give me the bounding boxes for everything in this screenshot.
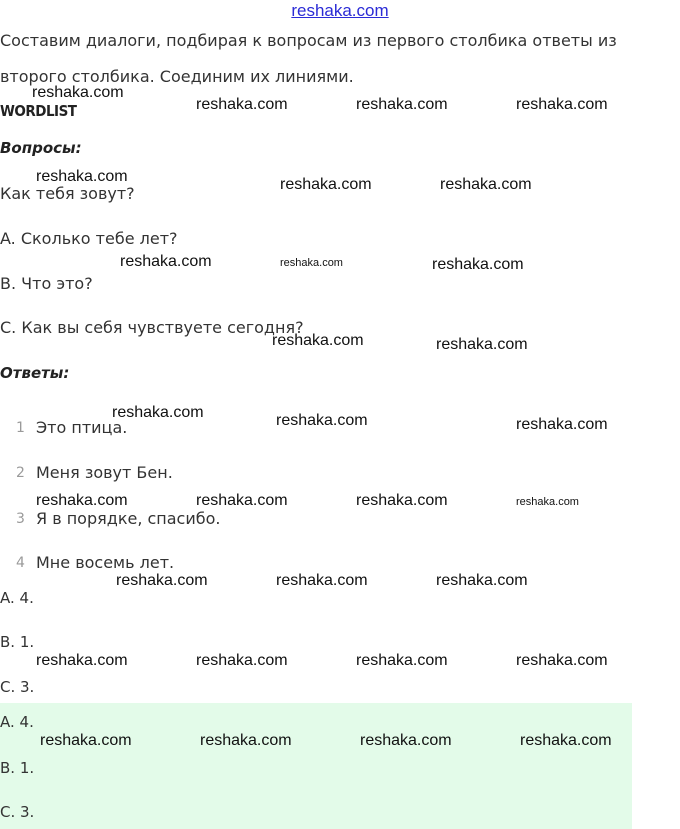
watermark: reshaka.com xyxy=(440,176,532,193)
answer-number: 4 xyxy=(16,555,25,571)
watermark: reshaka.com xyxy=(36,492,128,509)
answer-number: 1 xyxy=(16,420,25,436)
watermark: reshaka.com xyxy=(196,96,288,113)
watermark: reshaka.com xyxy=(276,572,368,589)
intro-line-1: Составим диалоги, подбирая к вопросам из первого столбика ответы из xyxy=(0,31,617,50)
watermark: reshaka.com xyxy=(516,652,608,669)
watermark: reshaka.com xyxy=(196,492,288,509)
watermark: reshaka.com xyxy=(36,168,128,185)
match-item: B. 1. xyxy=(0,633,35,651)
watermark: reshaka.com xyxy=(436,572,528,589)
watermark: reshaka.com xyxy=(516,416,608,433)
watermark: reshaka.com xyxy=(432,256,524,273)
watermark: reshaka.com xyxy=(276,412,368,429)
answer-text: Меня зовут Бен. xyxy=(36,463,173,482)
answers-title: Ответы: xyxy=(0,364,70,382)
site-link[interactable]: reshaka.com xyxy=(291,1,389,20)
watermark: reshaka.com xyxy=(520,732,612,749)
match-item: C. 3. xyxy=(0,678,35,696)
answer-number: 3 xyxy=(16,511,25,527)
watermark: reshaka.com xyxy=(436,336,528,353)
watermark: reshaka.com xyxy=(516,496,579,508)
watermark: reshaka.com xyxy=(356,96,448,113)
question-item: Как тебя зовут? xyxy=(0,184,135,203)
answer-text: Это птица. xyxy=(36,418,128,437)
match-item: A. 4. xyxy=(0,589,34,607)
watermark: reshaka.com xyxy=(116,572,208,589)
question-item: B. Что это? xyxy=(0,274,93,293)
watermark: reshaka.com xyxy=(280,176,372,193)
watermark: reshaka.com xyxy=(356,652,448,669)
watermark: reshaka.com xyxy=(32,84,124,101)
solution-item: C. 3. xyxy=(0,803,35,821)
watermark: reshaka.com xyxy=(120,253,212,270)
wordlist-label: WORDLIST xyxy=(0,102,77,120)
solution-item: A. 4. xyxy=(0,713,34,731)
answer-text: Мне восемь лет. xyxy=(36,553,175,572)
questions-title: Вопросы: xyxy=(0,139,82,157)
question-item: C. Как вы себя чувствуете сегодня? xyxy=(0,318,304,337)
solution-panel xyxy=(0,703,632,829)
watermark: reshaka.com xyxy=(112,404,204,421)
intro-line-2: второго столбика. Соединим их линиями. xyxy=(0,67,354,86)
question-item: A. Сколько тебе лет? xyxy=(0,229,178,248)
watermark: reshaka.com xyxy=(272,332,364,349)
watermark: reshaka.com xyxy=(516,96,608,113)
watermark: reshaka.com xyxy=(36,652,128,669)
watermark: reshaka.com xyxy=(356,492,448,509)
watermark: reshaka.com xyxy=(196,652,288,669)
watermark: reshaka.com xyxy=(40,732,132,749)
watermark: reshaka.com xyxy=(280,257,343,269)
answer-number: 2 xyxy=(16,465,25,481)
solution-item: B. 1. xyxy=(0,759,35,777)
watermark: reshaka.com xyxy=(360,732,452,749)
answer-text: Я в порядке, спасибо. xyxy=(36,509,221,528)
watermark: reshaka.com xyxy=(200,732,292,749)
